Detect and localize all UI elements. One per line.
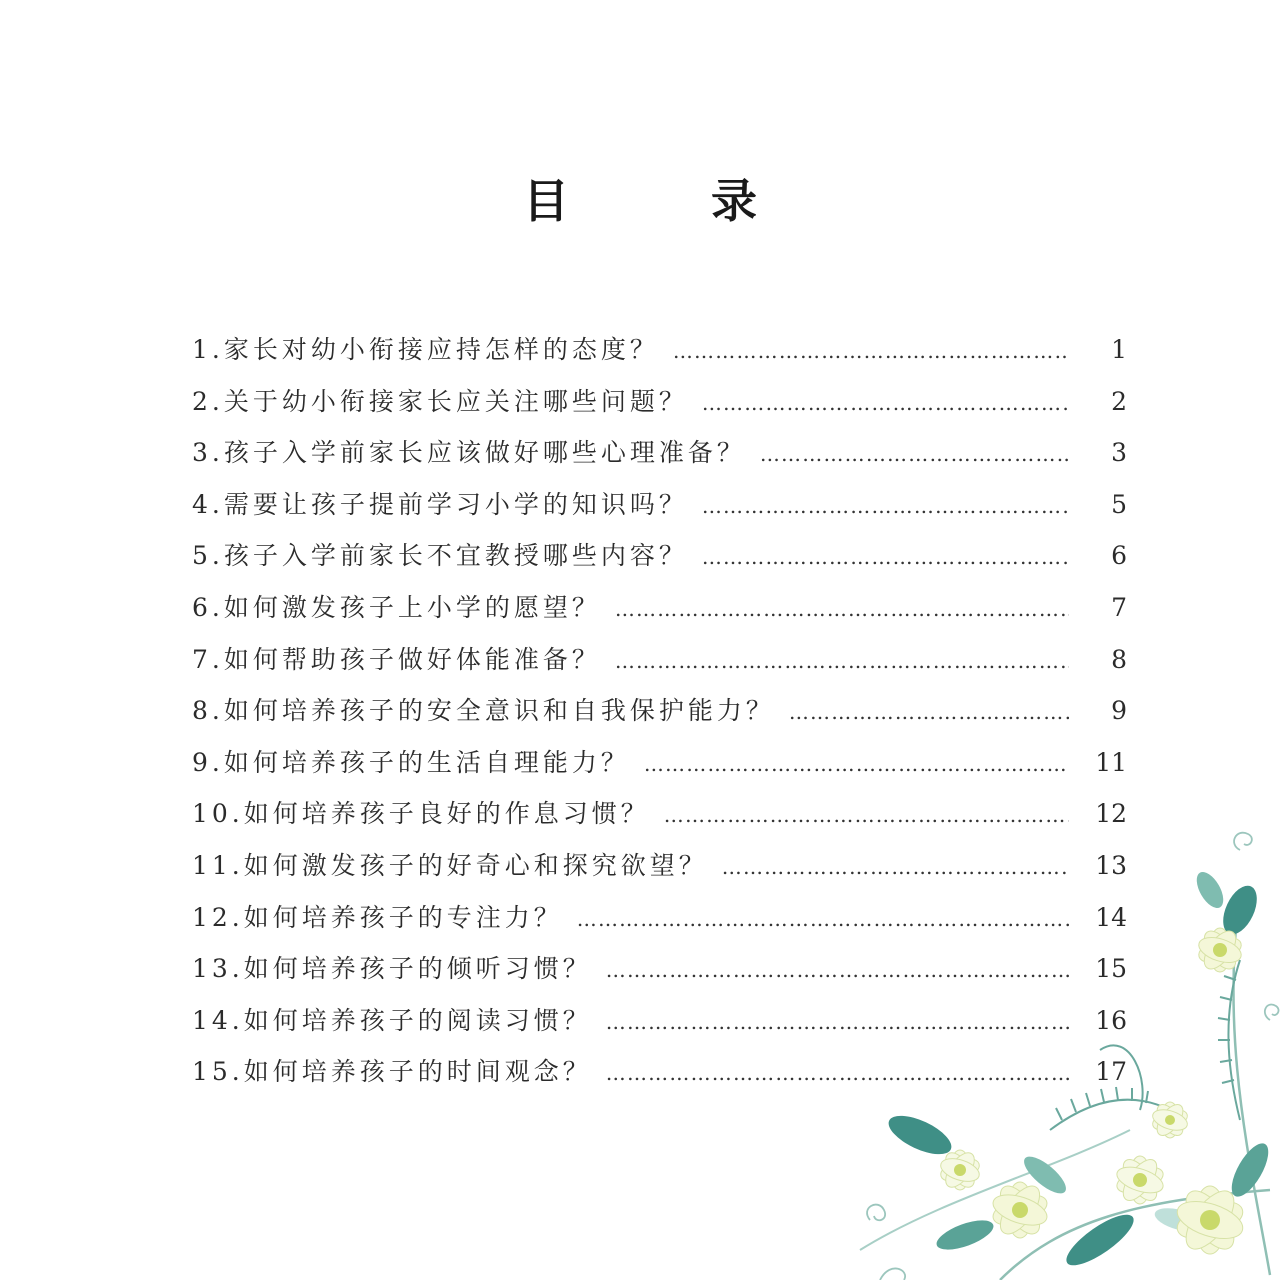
toc-row-2[interactable] [192,382,1127,434]
toc-page-number: 9 [1111,696,1127,726]
toc-page-number: 17 [1095,1057,1127,1087]
toc-page-number: 7 [1111,592,1127,622]
flower-icon [938,926,1247,1257]
toc-page-number: 11 [1095,747,1127,777]
toc-entry-title: 11.如何激发孩子的好奇心和探究欲望？ [192,850,708,880]
toc-leader-dots [673,339,1069,363]
toc-entry-title: 6.如何激发孩子上小学的愿望？ [192,592,601,622]
toc-entry-title: 4.需要让孩子提前学习小学的知识吗？ [192,489,688,519]
toc-entry-title: 9.如何培养孩子的生活自理能力？ [192,747,630,777]
toc-page-number: 1 [1111,335,1127,364]
toc-page-number: 3 [1111,438,1127,468]
fern-icon [1050,960,1240,1130]
toc-leader-dots [644,752,1069,776]
toc-leader-dots [702,545,1069,569]
toc-page-number: 12 [1095,799,1127,829]
toc-leader-dots [702,494,1069,518]
toc-page-number: 15 [1095,954,1127,984]
toc-entry-title: 8.如何培养孩子的安全意识和自我保护能力？ [192,696,775,726]
toc-entry-title: 7.如何帮助孩子做好体能准备？ [192,644,601,674]
toc-page-number: 13 [1095,850,1127,880]
toc-entry-title: 2.关于幼小衔接家长应关注哪些问题？ [192,386,688,416]
toc-page-number: 6 [1111,541,1127,571]
toc-entry-title: 15.如何培养孩子的时间观念？ [192,1057,592,1087]
toc-entry-title: 1.家长对幼小衔接应持怎样的态度？ [192,335,659,364]
toc-leader-dots [615,597,1069,621]
toc-entry-title: 12.如何培养孩子的专注力？ [192,902,563,932]
toc-entry-title: 10.如何培养孩子良好的作息习惯？ [192,799,650,829]
toc-row-1[interactable] [192,330,1127,382]
page-title: 目 录 [523,174,805,228]
toc-leader-dots [789,700,1069,724]
toc-row-8[interactable] [192,691,1127,743]
toc-row-7[interactable] [192,640,1127,692]
toc-leader-dots [702,391,1069,415]
toc-row-4[interactable] [192,485,1127,537]
toc-page-number: 2 [1111,386,1127,416]
toc-leader-dots [760,442,1069,466]
floral-corner-icon [800,780,1280,1280]
toc-entry-title: 14.如何培养孩子的阅读习惯？ [192,1005,592,1035]
toc-leader-dots [615,649,1069,673]
toc-row-6[interactable] [192,588,1127,640]
toc-page-number: 14 [1095,902,1127,932]
toc-entry-title: 13.如何培养孩子的倾听习惯？ [192,954,592,984]
toc-page-number: 16 [1095,1005,1127,1035]
toc-entry-title: 3.孩子入学前家长应该做好哪些心理准备？ [192,438,746,468]
toc-row-5[interactable] [192,536,1127,588]
toc-page-number: 8 [1111,644,1127,674]
toc-row-3[interactable] [192,433,1127,485]
toc-entry-title: 5.孩子入学前家长不宜教授哪些内容？ [192,541,688,571]
toc-page-number: 5 [1111,489,1127,519]
